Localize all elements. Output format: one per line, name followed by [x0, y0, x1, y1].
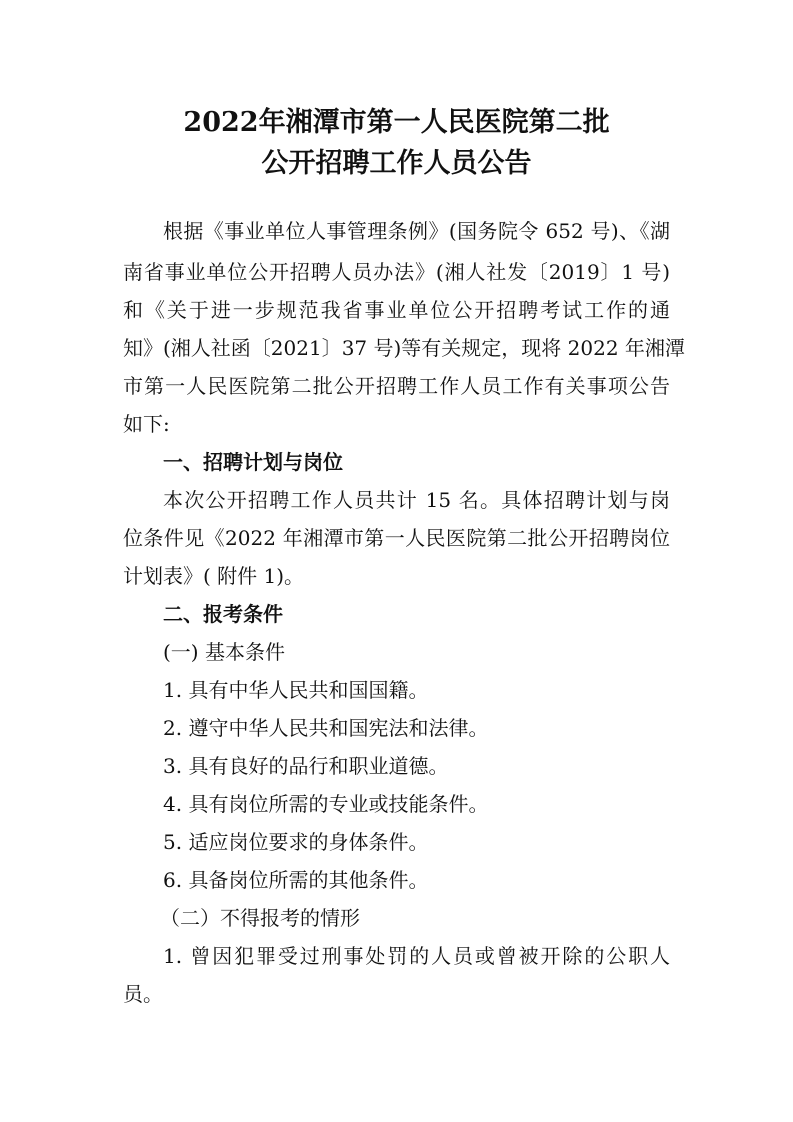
section-heading-conditions: 二、报考条件 [163, 602, 283, 626]
intro-line: 知》(湘人社函〔2021〕37 号)等有关规定，现将 2022 年湘潭 [123, 336, 685, 360]
section1-line: 本次公开招聘工作人员共计 15 名。具体招聘计划与岗 [163, 488, 670, 512]
basic-condition-item: 1. 具有中华人民共和国国籍。 [163, 678, 429, 702]
section1-line: 位条件见《2022 年湘潭市第一人民医院第二批公开招聘岗位 [123, 526, 670, 550]
basic-condition-item: 6. 具备岗位所需的其他条件。 [163, 868, 429, 892]
document-title-line-2: 公开招聘工作人员公告 [261, 148, 532, 179]
intro-line: 如下: [123, 412, 170, 436]
basic-condition-item: 4. 具有岗位所需的专业或技能条件。 [163, 792, 489, 816]
exclusion-line: 1. 曾因犯罪受过刑事处罚的人员或曾被开除的公职人 [163, 944, 670, 968]
intro-line: 市第一人民医院第二批公开招聘工作人员工作有关事项公告 [123, 374, 670, 398]
basic-condition-item: 3. 具有良好的品行和职业道德。 [163, 754, 449, 778]
section-heading-plan: 一、招聘计划与岗位 [163, 450, 343, 474]
basic-condition-item: 5. 适应岗位要求的身体条件。 [163, 830, 429, 854]
exclusion-line: 员。 [123, 982, 163, 1006]
subsection-heading-basic: (一) 基本条件 [163, 640, 285, 664]
subsection-heading-exclusions: （二）不得报考的情形 [160, 906, 360, 930]
intro-line: 根据《事业单位人事管理条例》(国务院令 652 号)、《湖 [163, 219, 670, 243]
basic-condition-item: 2. 遵守中华人民共和国宪法和法律。 [163, 716, 489, 740]
intro-line: 和《关于进一步规范我省事业单位公开招聘考试工作的通 [123, 298, 670, 322]
section1-line: 计划表》( 附件 1)。 [123, 564, 305, 588]
intro-line: 南省事业单位公开招聘人员办法》(湘人社发〔2019〕1 号) [123, 260, 670, 284]
document-title-line-1: 2022年湘潭市第一人民医院第二批 [183, 107, 610, 138]
